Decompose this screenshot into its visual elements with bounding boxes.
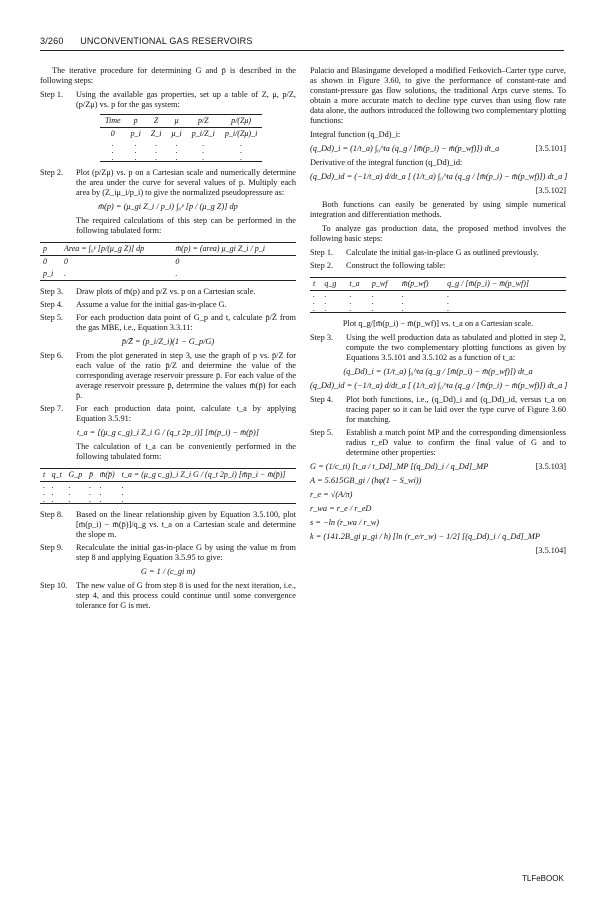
equation-area: A = 5.615GB_gi / (hφ(1 − S_wi)) [310,476,422,485]
table3-header-4: m̄(p̄) [99,470,115,479]
step-2-cont: The required calculations of this step can be performed in the following tabulated form: [76,216,296,235]
equation-pseudopressure: m̄(p) = (μ_gi Z_i / p_i) ∫₀ᵖ [p / (μ_g Z)] dp [98,202,238,211]
table-caption: Plot q_g/[m̄(p_i) − m̄(p_wf)] vs. t_a on a Cartesian scale. [342,319,534,328]
step-2: Step 2. Plot (p/Zμ) vs. p on a Cartesian scale and numerically determine the area under the curve for several values of p. Multiply each area by (Z_iμ_i/p_i) to give the normalized pseudopressure as: [40,168,296,197]
method-paragraph: To analyze gas production data, the proposed method involves the following basic steps: [310,224,566,243]
table2-header-0: p [43,244,47,253]
derivative-label: Derivative of the integral function (q_Dd)_id: [310,158,463,167]
table-row [40,256,296,269]
step-1: Step 1. Using the available gas properties, set up a table of Z, μ, p/Z, (p/Zμ) vs. p for the gas system: [40,90,296,109]
equation-number-102: [3.5.102] [535,186,566,195]
step-10: Step 10. The new value of G from step 8 is used for the next iteration, i.e., step 4, and this process could continue until some convergence tolerance for G is met. [40,581,296,610]
right-step-2: Step 2. Construct the following table: [310,261,446,270]
running-header [40,36,564,46]
equation-G: G = 1 / (c_gi m) [140,567,196,576]
equation-3-5-101: (q_Dd)_i = (1/t_a) ∫₀^ta (q_g / [m̄(p_i) − m̄(p_wf)]) dt_a [3.5.101] [310,144,566,153]
table2-cell: . [63,269,66,278]
step-8: Step 8. Based on the linear relationship given by Equation 3.5.100, plot [m̄(p_i) − m̄(p̄)]/q_g vs. t_a on a Cartesian scale and determine the slope m. [40,510,296,539]
production-table: t q_g t_a p_wf m̄(p_wf) q_g / [m̄(p_i) − m̄(p_wf)] . . . . . . . . . . . . . . . . . . [310,277,566,313]
equation-3-5-103: G = (1/c_ti) [t_a / t_Dd]_MP [(q_Dd)_i / q_Dd]_MP [3.5.103] [310,462,566,471]
equation-re: r_e = √(A/π) [310,490,353,499]
table-row [40,268,296,281]
right-step-1: Step 1. Calculate the initial gas-in-place G as outlined previously. [310,248,539,257]
table2-cell: 0 [175,257,180,266]
step-9: Step 9. Recalculate the initial gas-in-place G by using the value m from step 8 and applying Equation 3.5.95 to give: [40,543,296,562]
footer-watermark: TLFeBOOK [522,874,564,883]
intro-paragraph: The iterative procedure for determining G and p̄ is described in the following steps: [40,66,296,85]
header-rule [40,50,564,51]
table1-header-3: μ [174,116,179,125]
right-column [310,66,566,556]
table1-header-5: p/(Zμ) [231,116,252,125]
table3-header-5: t_a = (μ_g c_g)_i Z_i G / (q_t 2p_i) [m̄p_i − m̄(p̄)] [121,470,286,479]
equation-k: k = (141.2B_gi μ_gi / h) [ln (r_e/r_w) − 1/2] [(q_Dd)_i / q_Dd]_MP [310,532,540,541]
table1-cell-1: p_i [130,129,141,138]
table3-header-3: p̄ [89,470,94,479]
table1-cell-3: μ_i [171,129,182,138]
equation-rwa: r_wa = r_e / r_eD [310,504,372,513]
table1-header-0: Time [105,116,121,125]
table1-header-4: p/Z [197,116,209,125]
right-step-4: Step 4. Plot both functions, i.e., (q_Dd)_i and (q_Dd)_id, versus t_a on tracing paper so it can be laid over the type curve of Figure 3.60 for matching. [310,395,566,424]
table2-header-2: m̄(p) = (area) μ_gi Z_i / p_i [175,244,265,253]
table4-header-2: t_a [349,279,360,288]
table4-header-0: t [313,279,316,288]
equation-qdd-id: (q_Dd)_id = (−1/t_a) d/dt_a [ (1/t_a) ∫₀^ta (q_g / [m̄(p_i) − m̄(p_wf)]) dt_a ] [310,381,568,390]
table4-header-5: q_g / [m̄(p_i) − m̄(p_wf)] [447,279,529,288]
table1-header-2: Z [153,116,159,125]
step-7: Step 7. For each production data point, calculate t_a by applying Equation 3.5.91: [40,404,296,423]
step-7-cont: The calculation of t_a can be conveniently performed in the following tabulated form: [76,442,296,461]
pseudopressure-table [40,242,296,281]
palacio-paragraph: Palacio and Blasingame developed a modified Fetkovich–Carter type curve, as shown in Figure 3.60, to give the performance of constant-rate and constant-pressure gas flow solutions, the traditional Arps curve stems. To obtain a more accurate match to decline type curves than using flow rate data alone, the authors introduced the following two complementary plotting functions: [310,66,566,125]
step-6: Step 6. From the plot generated in step 3, use the graph of p vs. p̄/Z for each value of the ratio p̄/Z and determine the value of the corresponding average reservoir pressure p̄. For each value of the average reservoir pressure p̄, determine the values m̄(p̄) for each p̄. [40,351,296,400]
table1-cell-5: p_i/(Zμ)_i [224,129,258,138]
gas-properties-table: Time p Z μ p/Z p/(Zμ) 0 p_i Z_i μ_i p_i/Z_i p_i/(Zμ)_i . . . . . . . . . . . . . . . . . . [100,114,262,162]
equation-ta: t_a = [(μ_g c_g)_i Z_i G / (q_t 2p_i)] [m̄(p_i) − m̄(p̄)] [77,428,259,437]
step-3: Step 3. Draw plots of m̄(p) and p/Z vs. p on a Cartesian scale. [40,287,256,296]
table4-header-3: p_wf [371,279,388,288]
step-5: Step 5. For each production data point of G_p and t, calculate p̄/Z̄ from the gas MBE, i.e., Equation 3.3.11: [40,313,296,332]
integral-label: Integral function (q_Dd)_i: [310,130,401,139]
table2-cell: 0 [63,257,68,266]
table1-cell-0: 0 [110,129,115,138]
step-4: Step 4. Assume a value for the initial gas-in-place G. [40,300,227,309]
table3-header-1: q_t [51,470,62,479]
functions-paragraph: Both functions can easily be generated by using simple numerical integration and differentiation methods. [310,200,566,219]
table2-cell: 0 [43,257,47,266]
table1-cell-2: Z_i [150,129,162,138]
equation-qdd-i: (q_Dd)_i = (1/t_a) ∫₀^ta (q_g / [m̄(p_i) − m̄(p_wf)]) dt_a [343,367,533,376]
table4-header-1: q_g [324,279,337,288]
chapter-title: UNCONVENTIONAL GAS RESERVOIRS [80,36,253,46]
equation-number-104: [3.5.104] [535,546,566,555]
right-step-3: Step 3. Using the well production data as tabulated and plotted in step 2, compute the two complementary plotting functions as given by Equations 3.5.101 and 3.5.102 as a function of t_a: [310,333,566,362]
equation-mbe: p̄/Z̄ = (p_i/Z_i)(1 − G_p/G) [121,337,215,346]
left-column [40,66,296,614]
right-step-5: Step 5. Establish a match point MP and the corresponding dimensionless radius r_eD value to confirm the final value of G and to determine other properties: [310,428,566,457]
table2-cell: p_i [43,269,54,278]
table4-header-4: m̄(p_wf) [401,279,429,288]
table2-header-1: Area = ∫₀ᵖ [p/(μ_g Z)] dp [63,244,145,253]
equation-skin: s = −ln (r_wa / r_w) [310,518,380,527]
table3-header-2: G_p [68,470,83,479]
table3-header-0: t [43,470,46,479]
table2-cell: . [175,269,178,278]
table1-header-1: p [133,116,138,125]
equation-3-5-102: (q_Dd)_id = (−1/t_a) d/dt_a [ (1/t_a) ∫₀^ta (q_g / [m̄(p_i) − m̄(p_wf)]) dt_a ] [310,172,568,181]
table1-cell-4: p_i/Z_i [191,129,215,138]
page-number: 3/260 [40,36,64,46]
ta-table: t q_t G_p p̄ m̄(p̄) t_a = (μ_g c_g)_i Z_i G / (q_t 2p_i) [m̄p_i − m̄(p̄)] . . . . . . . . . . . . . . . . . . [40,468,296,504]
